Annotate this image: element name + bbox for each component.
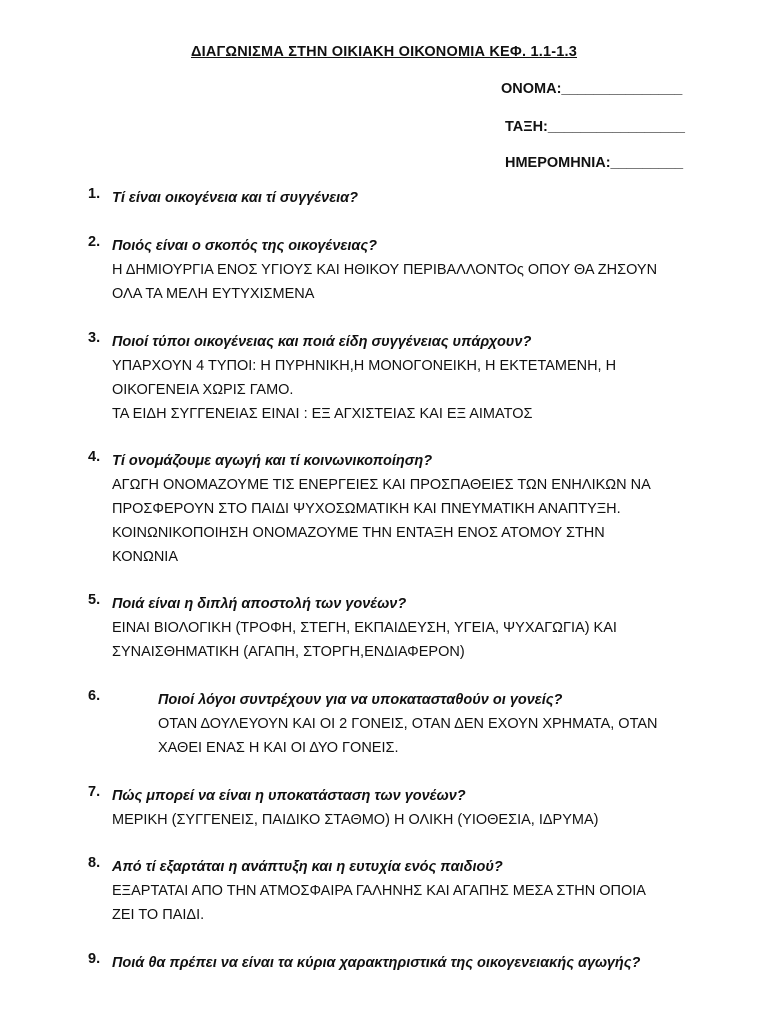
answer-line: ΥΠΑΡΧΟΥΝ 4 ΤΥΠΟΙ: Η ΠΥΡΗΝΙΚΗ,Η ΜΟΝΟΓΟΝΕΙΚΗ, Η ΕΚΤΕΤΑΜΕΝΗ, Η (112, 358, 617, 374)
question-number: 1. (88, 186, 101, 202)
question-3 (88, 330, 708, 426)
answer-line: ΕΙΝΑΙ ΒΙΟΛΟΓΙΚΗ (ΤΡΟΦΗ, ΣΤΕΓΗ, ΕΚΠΑΙΔΕΥΣΗ, ΥΓΕΙΑ, ΨΥΧΑΓΩΓΙΑ) ΚΑΙ (112, 620, 617, 636)
question-number: 9. (88, 951, 101, 967)
answer-line: ΧΑΘΕΙ ΕΝΑΣ Η ΚΑΙ ΟΙ ΔΥΟ ΓΟΝΕΙΣ. (158, 740, 399, 756)
question-text: Τί είναι οικογένεια και τί συγγένεια? (112, 190, 359, 206)
answer-line: ΟΤΑΝ ΔΟΥΛΕΥΟΥΝ ΚΑΙ ΟΙ 2 ΓΟΝΕΙΣ, ΟΤΑΝ ΔΕΝ ΕΧΟΥΝ ΧΡΗΜΑΤΑ, ΟΤΑΝ (158, 716, 658, 732)
question-6 (88, 688, 708, 760)
question-text: Τί ονομάζουμε αγωγή και τί κοινωνικοποίηση? (112, 453, 433, 469)
question-5 (88, 592, 708, 664)
question-7 (88, 784, 708, 832)
question-9 (88, 951, 648, 975)
question-text: Πώς μπορεί να είναι η υποκατάσταση των γονέων? (112, 788, 466, 804)
answer-line: ΤΑ ΕΙΔΗ ΣΥΓΓΕΝΕΙΑΣ ΕΙΝΑΙ : ΕΞ ΑΓΧΙΣΤΕΙΑΣ ΚΑΙ ΕΞ ΑΙΜΑΤΟΣ (112, 406, 533, 422)
answer-text (158, 712, 708, 760)
answer-line: ΣΥΝΑΙΣΘΗΜΑΤΙΚΗ (ΑΓΑΠΗ, ΣΤΟΡΓΗ,ΕΝΔΙΑΦΕΡΟΝ) (112, 644, 465, 660)
answer-line: ΖΕΙ ΤΟ ΠΑΙΔΙ. (112, 907, 205, 923)
question-text: Από τί εξαρτάται η ανάπτυξη και η ευτυχία ενός παιδιού? (112, 859, 503, 875)
question-number: 6. (88, 688, 101, 704)
question-number: 4. (88, 449, 101, 465)
answer-line: ΚΟΙΝΩΝΙΚΟΠΟΙΗΣΗ ΟΝΟΜΑΖΟΥΜΕ ΤΗΝ ΕΝΤΑΞΗ ΕΝΟΣ ΑΤΟΜΟΥ ΣΤΗΝ (112, 525, 605, 541)
document-title: ΔΙΑΓΩΝΙΣΜΑ ΣΤΗΝ ΟΙΚΙΑΚΗ ΟΙΚΟΝΟΜΙΑ ΚΕΦ. 1.1-1.3 (190, 44, 578, 60)
question-number: 8. (88, 855, 101, 871)
answer-line: Η ΔΗΜΙΟΥΡΓΙΑ ΕΝΟΣ ΥΓΙΟΥΣ ΚΑΙ ΗΘΙΚΟΥ ΠΕΡΙΒΑΛΛΟΝΤΟς ΟΠΟΥ ΘΑ ΖΗΣΟΥΝ (112, 262, 658, 278)
answer-line: ΠΡΟΣΦΕΡΟΥΝ ΣΤΟ ΠΑΙΔΙ ΨΥΧΟΣΩΜΑΤΙΚΗ ΚΑΙ ΠΝΕΥΜΑΤΙΚΗ ΑΝΑΠΤΥΞΗ. (112, 501, 621, 517)
answer-line: ΕΞΑΡΤΑΤΑΙ ΑΠΟ ΤΗΝ ΑΤΜΟΣΦΑΙΡΑ ΓΑΛΗΝΗΣ ΚΑΙ ΑΓΑΠΗΣ ΜΕΣΑ ΣΤΗΝ ΟΠΟΙΑ (112, 883, 646, 899)
answer-text (112, 473, 708, 569)
question-1 (88, 186, 708, 210)
question-number: 2. (88, 234, 101, 250)
answer-line: ΑΓΩΓΗ ΟΝΟΜΑΖΟΥΜΕ ΤΙΣ ΕΝΕΡΓΕΙΕΣ ΚΑΙ ΠΡΟΣΠΑΘΕΙΕΣ ΤΩΝ ΕΝΗΛΙΚΩΝ ΝΑ (112, 477, 651, 493)
question-text: Ποιοί λόγοι συντρέχουν για να υποκατασταθούν οι γονείς? (158, 692, 563, 708)
question-8 (88, 855, 708, 927)
answer-text (112, 354, 708, 426)
answer-line: ΚΟΝΩΝΙΑ (112, 549, 178, 565)
question-text: Ποιά είναι η διπλή αποστολή των γονέων? (112, 596, 407, 612)
date-field: ΗΜΕΡΟΜΗΝΙΑ:_________ (505, 155, 684, 171)
question-2 (88, 234, 708, 306)
answer-line: ΜΕΡΙΚΗ (ΣΥΓΓΕΝΕΙΣ, ΠΑΙΔΙΚΟ ΣΤΑΘΜΟ) Η ΟΛΙΚΗ (ΥΙΟΘΕΣΙΑ, ΙΔΡΥΜΑ) (112, 812, 599, 828)
answer-text (112, 258, 708, 306)
question-4 (88, 449, 708, 569)
answer-line: ΟΙΚΟΓΕΝΕΙΑ ΧΩΡΙΣ ΓΑΜΟ. (112, 382, 294, 398)
question-number: 3. (88, 330, 101, 346)
answer-line: ΟΛΑ ΤΑ ΜΕΛΗ ΕΥΤΥΧΙΣΜΕΝΑ (112, 286, 315, 302)
question-text: Ποιά θα πρέπει να είναι τα κύρια χαρακτηριστικά της οικογενειακής αγωγής? (112, 955, 641, 971)
name-field: ΟΝΟΜΑ:_______________ (501, 81, 683, 97)
answer-text (112, 808, 708, 832)
question-number: 5. (88, 592, 101, 608)
answer-text (112, 879, 708, 927)
question-text: Ποιός είναι ο σκοπός της οικογένειας? (112, 238, 377, 254)
class-field: ΤΑΞΗ:_________________ (505, 119, 685, 135)
answer-text (112, 616, 708, 664)
question-number: 7. (88, 784, 101, 800)
question-text: Ποιοί τύποι οικογένειας και ποιά είδη συγγένειας υπάρχουν? (112, 334, 532, 350)
